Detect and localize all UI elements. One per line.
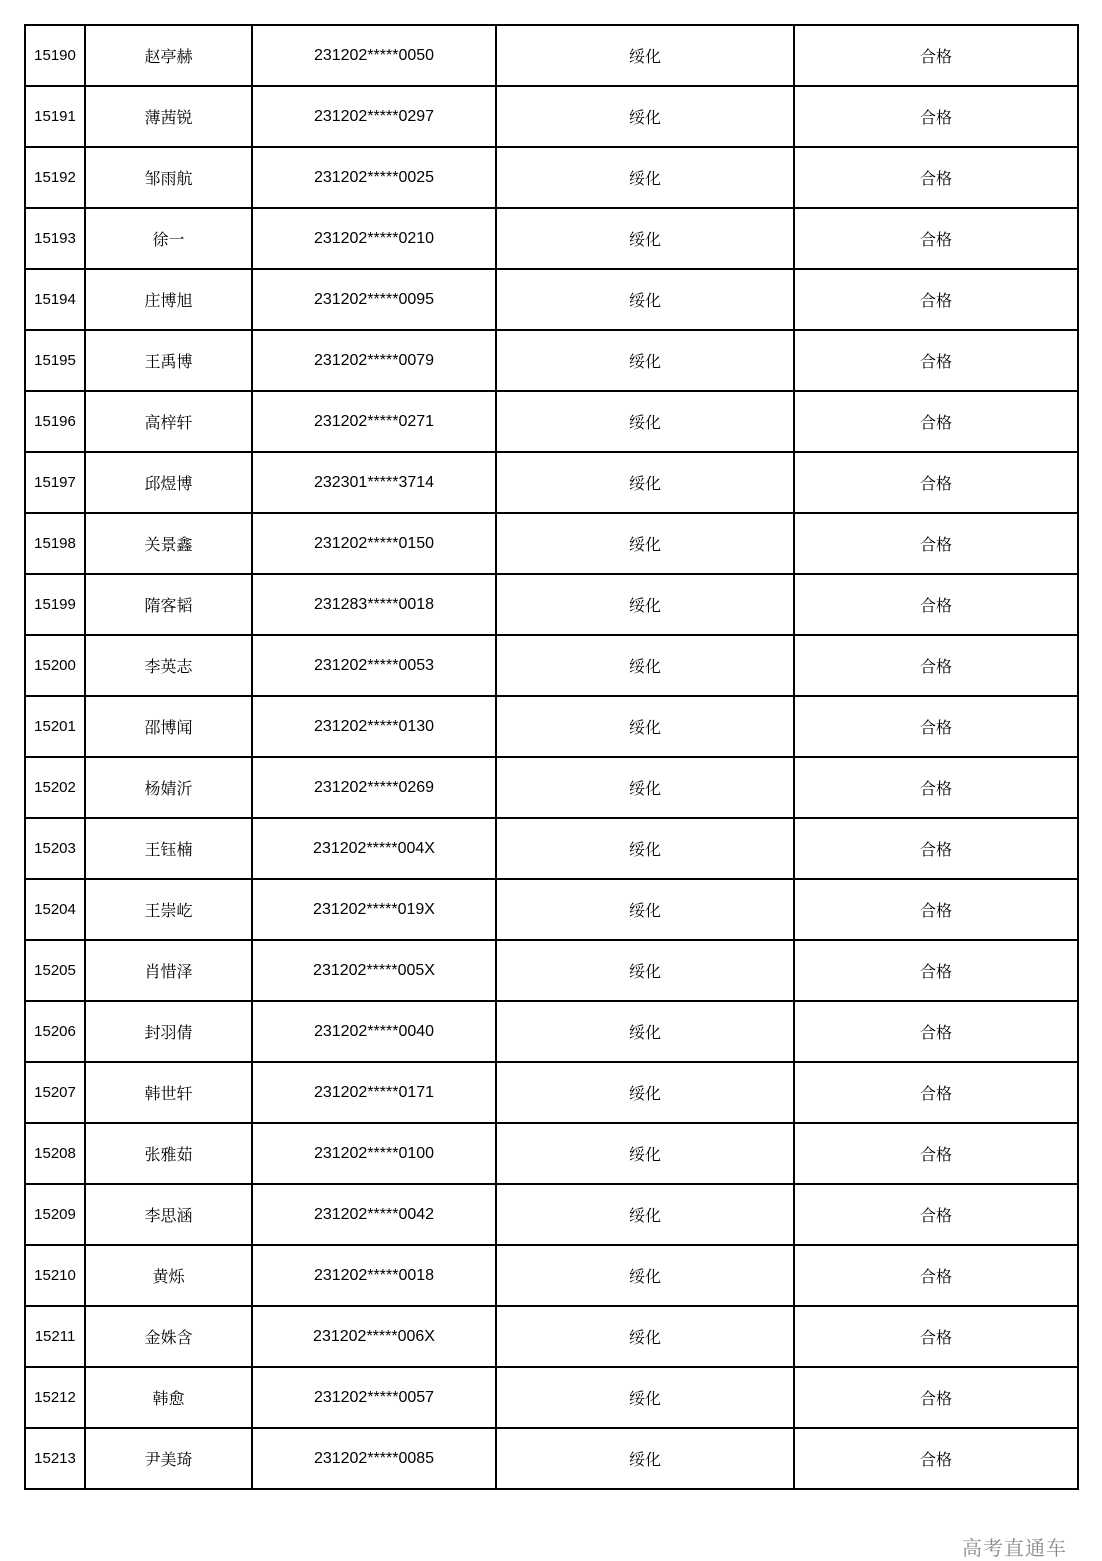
cell-city: 绥化	[496, 513, 794, 574]
cell-city: 绥化	[496, 86, 794, 147]
table-row	[25, 452, 1078, 513]
table-row	[25, 25, 1078, 86]
cell-person-name: 张雅茹	[85, 1123, 252, 1184]
cell-serial-number: 15205	[25, 940, 85, 1001]
cell-id-number: 231202*****0025	[252, 147, 496, 208]
cell-result: 合格	[794, 940, 1078, 1001]
cell-id-number: 231202*****0057	[252, 1367, 496, 1428]
cell-id-number: 231202*****0210	[252, 208, 496, 269]
cell-city: 绥化	[496, 1184, 794, 1245]
cell-serial-number: 15212	[25, 1367, 85, 1428]
cell-person-name: 徐一	[85, 208, 252, 269]
cell-result: 合格	[794, 635, 1078, 696]
cell-serial-number: 15203	[25, 818, 85, 879]
roster-table	[24, 24, 1079, 1490]
cell-id-number: 231202*****0271	[252, 391, 496, 452]
cell-city: 绥化	[496, 940, 794, 1001]
cell-person-name: 邹雨航	[85, 147, 252, 208]
cell-person-name: 王崇屹	[85, 879, 252, 940]
table-row	[25, 1367, 1078, 1428]
cell-id-number: 231202*****006X	[252, 1306, 496, 1367]
cell-serial-number: 15213	[25, 1428, 85, 1489]
cell-person-name: 韩世轩	[85, 1062, 252, 1123]
cell-city: 绥化	[496, 1367, 794, 1428]
cell-city: 绥化	[496, 757, 794, 818]
cell-person-name: 尹美琦	[85, 1428, 252, 1489]
cell-city: 绥化	[496, 1062, 794, 1123]
cell-serial-number: 15208	[25, 1123, 85, 1184]
cell-person-name: 庄博旭	[85, 269, 252, 330]
cell-serial-number: 15196	[25, 391, 85, 452]
cell-person-name: 王禹博	[85, 330, 252, 391]
table-row	[25, 1184, 1078, 1245]
cell-city: 绥化	[496, 574, 794, 635]
cell-person-name: 李英志	[85, 635, 252, 696]
cell-serial-number: 15199	[25, 574, 85, 635]
table-row	[25, 1062, 1078, 1123]
cell-result: 合格	[794, 818, 1078, 879]
cell-id-number: 231283*****0018	[252, 574, 496, 635]
cell-id-number: 231202*****0171	[252, 1062, 496, 1123]
cell-result: 合格	[794, 25, 1078, 86]
cell-city: 绥化	[496, 1306, 794, 1367]
cell-person-name: 关景鑫	[85, 513, 252, 574]
cell-id-number: 231202*****0040	[252, 1001, 496, 1062]
cell-id-number: 231202*****019X	[252, 879, 496, 940]
cell-result: 合格	[794, 879, 1078, 940]
cell-person-name: 王钰楠	[85, 818, 252, 879]
table-row	[25, 330, 1078, 391]
cell-city: 绥化	[496, 25, 794, 86]
cell-city: 绥化	[496, 208, 794, 269]
cell-person-name: 韩愈	[85, 1367, 252, 1428]
cell-city: 绥化	[496, 269, 794, 330]
cell-id-number: 231202*****0150	[252, 513, 496, 574]
table-row	[25, 147, 1078, 208]
cell-city: 绥化	[496, 818, 794, 879]
cell-id-number: 231202*****0269	[252, 757, 496, 818]
cell-person-name: 李思涵	[85, 1184, 252, 1245]
table-row	[25, 208, 1078, 269]
cell-result: 合格	[794, 513, 1078, 574]
table-row	[25, 940, 1078, 1001]
cell-result: 合格	[794, 1367, 1078, 1428]
cell-serial-number: 15204	[25, 879, 85, 940]
cell-serial-number: 15207	[25, 1062, 85, 1123]
cell-city: 绥化	[496, 147, 794, 208]
cell-city: 绥化	[496, 391, 794, 452]
cell-person-name: 邱煜博	[85, 452, 252, 513]
cell-serial-number: 15198	[25, 513, 85, 574]
table-row	[25, 1123, 1078, 1184]
cell-result: 合格	[794, 696, 1078, 757]
table-row	[25, 696, 1078, 757]
watermark-text: 高考直通车	[962, 1536, 1067, 1560]
table-row	[25, 86, 1078, 147]
cell-city: 绥化	[496, 635, 794, 696]
cell-city: 绥化	[496, 879, 794, 940]
cell-serial-number: 15190	[25, 25, 85, 86]
table-row	[25, 269, 1078, 330]
cell-result: 合格	[794, 1428, 1078, 1489]
table-row	[25, 513, 1078, 574]
cell-serial-number: 15202	[25, 757, 85, 818]
cell-city: 绥化	[496, 1428, 794, 1489]
cell-serial-number: 15200	[25, 635, 85, 696]
table-row	[25, 879, 1078, 940]
cell-serial-number: 15191	[25, 86, 85, 147]
table-row	[25, 818, 1078, 879]
cell-serial-number: 15192	[25, 147, 85, 208]
cell-id-number: 231202*****0130	[252, 696, 496, 757]
cell-person-name: 赵亭赫	[85, 25, 252, 86]
cell-id-number: 231202*****0297	[252, 86, 496, 147]
roster-sheet	[24, 24, 1077, 1490]
cell-id-number: 231202*****0018	[252, 1245, 496, 1306]
cell-result: 合格	[794, 86, 1078, 147]
cell-result: 合格	[794, 574, 1078, 635]
cell-person-name: 封羽倩	[85, 1001, 252, 1062]
cell-id-number: 231202*****005X	[252, 940, 496, 1001]
cell-serial-number: 15201	[25, 696, 85, 757]
cell-serial-number: 15193	[25, 208, 85, 269]
cell-serial-number: 15194	[25, 269, 85, 330]
cell-person-name: 邵博闻	[85, 696, 252, 757]
cell-id-number: 231202*****0095	[252, 269, 496, 330]
cell-result: 合格	[794, 269, 1078, 330]
cell-city: 绥化	[496, 330, 794, 391]
cell-serial-number: 15206	[25, 1001, 85, 1062]
cell-result: 合格	[794, 452, 1078, 513]
table-row	[25, 391, 1078, 452]
cell-person-name: 杨婧沂	[85, 757, 252, 818]
cell-city: 绥化	[496, 696, 794, 757]
cell-result: 合格	[794, 1062, 1078, 1123]
cell-id-number: 231202*****0100	[252, 1123, 496, 1184]
cell-result: 合格	[794, 757, 1078, 818]
table-row	[25, 1306, 1078, 1367]
table-row	[25, 1428, 1078, 1489]
cell-result: 合格	[794, 147, 1078, 208]
cell-result: 合格	[794, 1245, 1078, 1306]
cell-person-name: 隋客韬	[85, 574, 252, 635]
cell-city: 绥化	[496, 1123, 794, 1184]
cell-serial-number: 15195	[25, 330, 85, 391]
cell-city: 绥化	[496, 1245, 794, 1306]
cell-id-number: 231202*****0085	[252, 1428, 496, 1489]
table-row	[25, 635, 1078, 696]
cell-id-number: 231202*****0053	[252, 635, 496, 696]
cell-result: 合格	[794, 1306, 1078, 1367]
cell-serial-number: 15211	[25, 1306, 85, 1367]
cell-city: 绥化	[496, 452, 794, 513]
cell-id-number: 231202*****0050	[252, 25, 496, 86]
cell-person-name: 高梓轩	[85, 391, 252, 452]
cell-result: 合格	[794, 330, 1078, 391]
roster-table-body	[25, 25, 1078, 1489]
cell-result: 合格	[794, 208, 1078, 269]
cell-person-name: 肖惜泽	[85, 940, 252, 1001]
cell-city: 绥化	[496, 1001, 794, 1062]
table-row	[25, 574, 1078, 635]
cell-id-number: 232301*****3714	[252, 452, 496, 513]
table-row	[25, 1001, 1078, 1062]
cell-serial-number: 15197	[25, 452, 85, 513]
table-row	[25, 757, 1078, 818]
cell-result: 合格	[794, 1184, 1078, 1245]
cell-person-name: 金姝含	[85, 1306, 252, 1367]
cell-serial-number: 15210	[25, 1245, 85, 1306]
cell-person-name: 薄茜锐	[85, 86, 252, 147]
table-row	[25, 1245, 1078, 1306]
cell-id-number: 231202*****004X	[252, 818, 496, 879]
cell-id-number: 231202*****0042	[252, 1184, 496, 1245]
cell-serial-number: 15209	[25, 1184, 85, 1245]
cell-result: 合格	[794, 1001, 1078, 1062]
cell-id-number: 231202*****0079	[252, 330, 496, 391]
cell-result: 合格	[794, 1123, 1078, 1184]
cell-result: 合格	[794, 391, 1078, 452]
cell-person-name: 黄烁	[85, 1245, 252, 1306]
